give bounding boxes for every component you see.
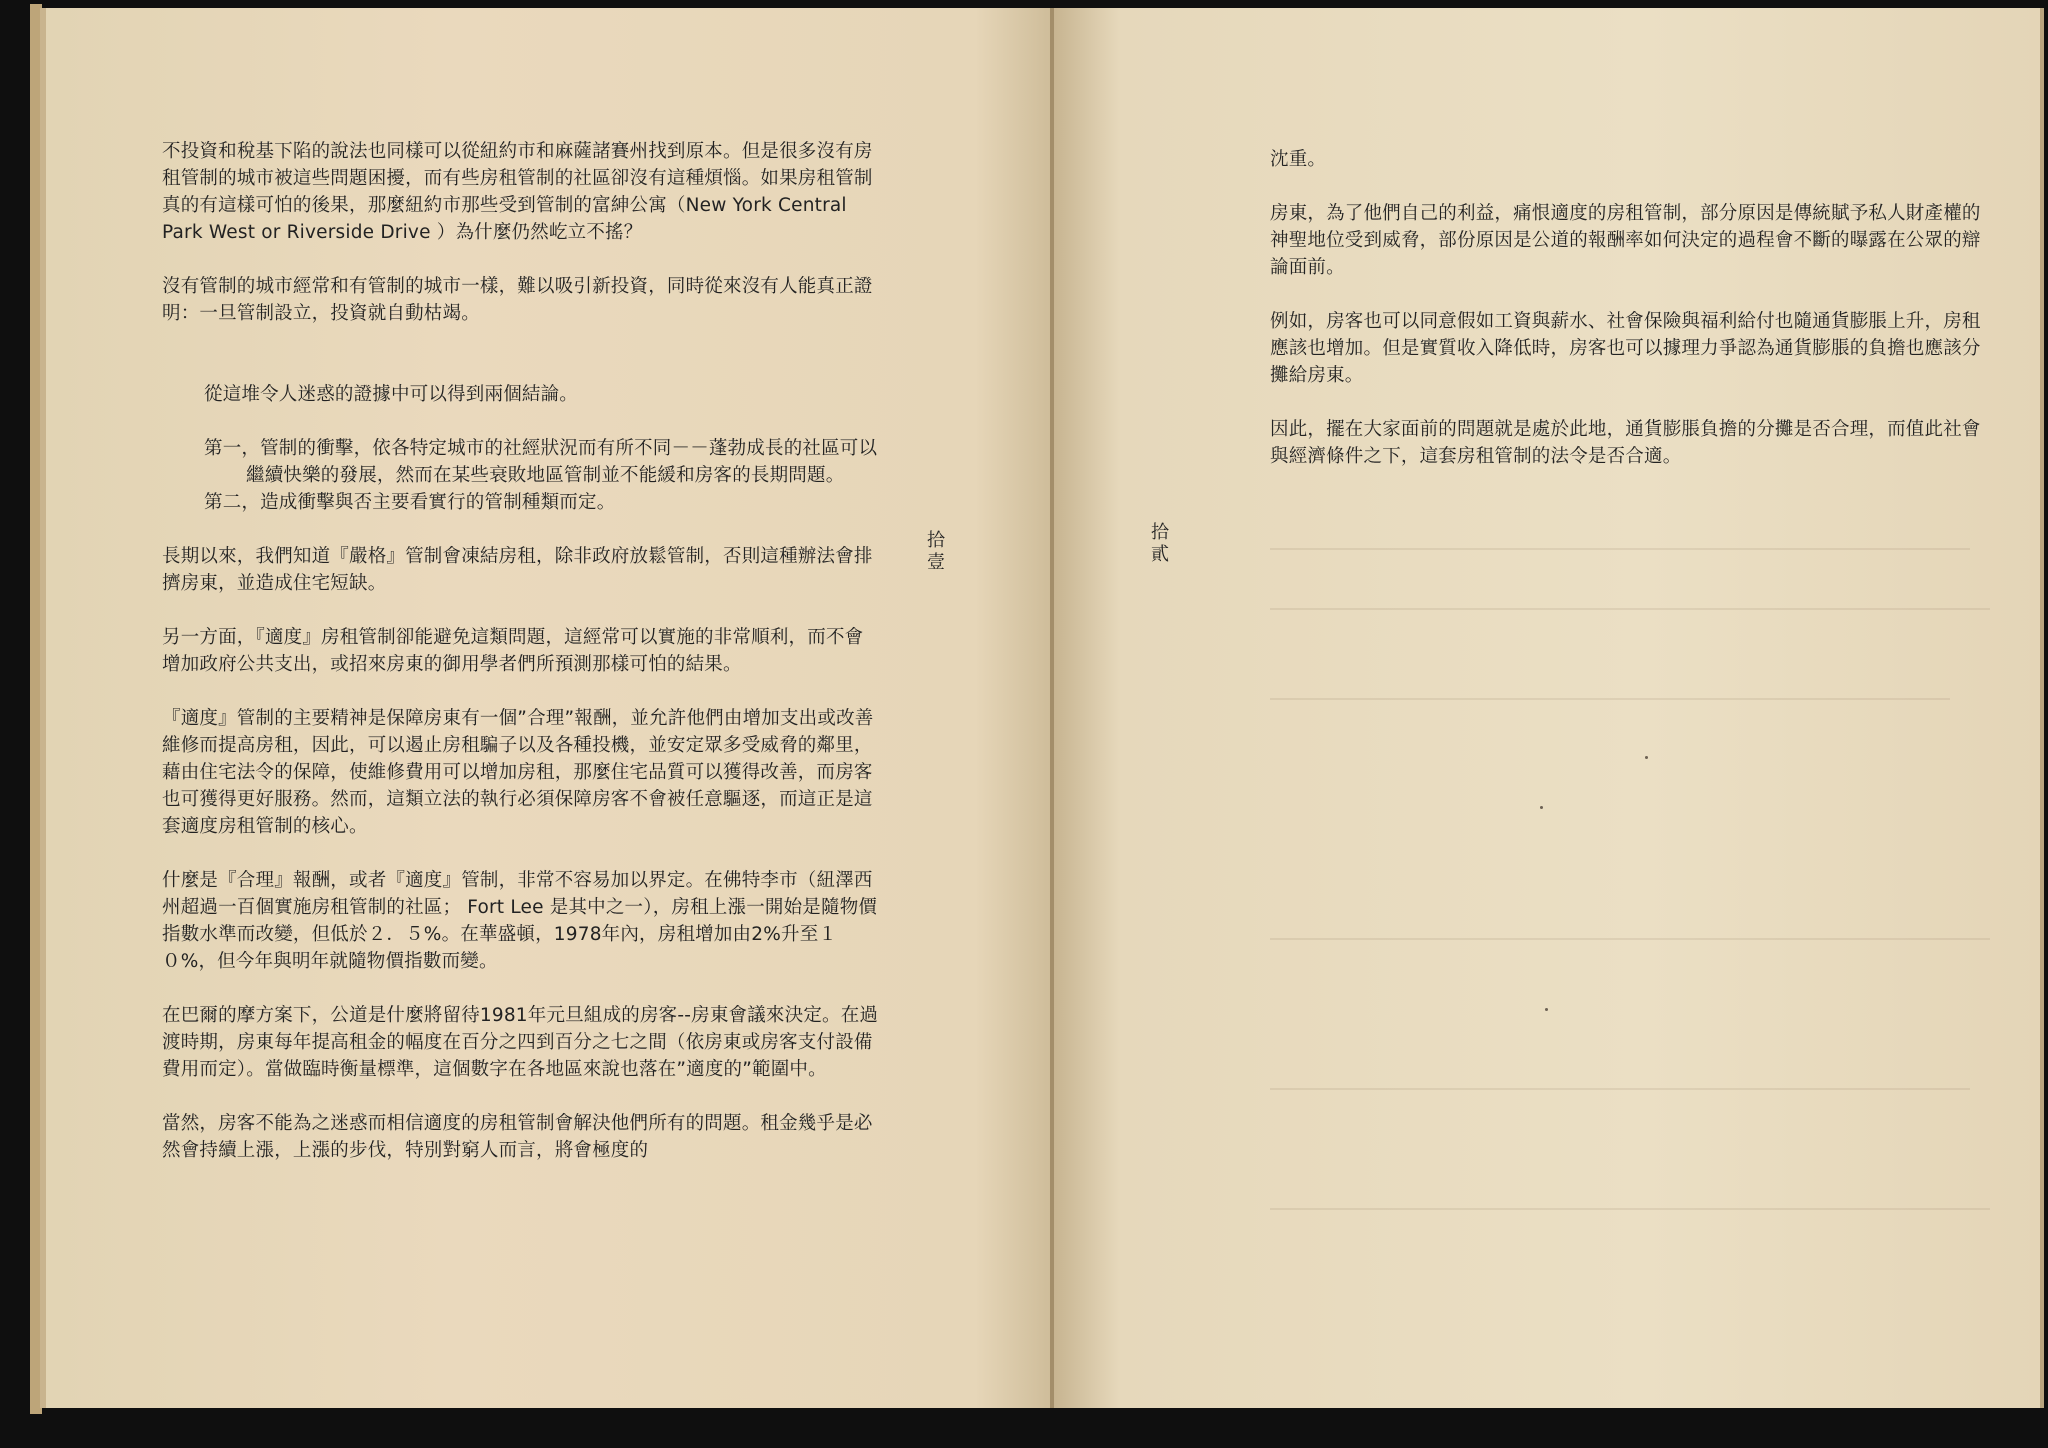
paragraph: 當然，房客不能為之迷惑而相信適度的房租管制會解決他們所有的問題。租金幾乎是必然會持續上漲，上漲的步伐，特別對窮人而言，將會極度的 [162, 1113, 873, 1161]
paragraph: 長期以來，我們知道『嚴格』管制會凍結房租，除非政府放鬆管制，否則這種辦法會排擠房東，並造成住宅短缺。 [162, 546, 873, 594]
bleed-through [1270, 698, 1950, 700]
paper-speck [1540, 806, 1543, 809]
left-page [40, 8, 1056, 1408]
paragraph: 另一方面，『適度』房租管制卻能避免這類問題，這經常可以實施的非常順利，而不會增加政府公共支出，或招來房東的御用學者們所預測那樣可怕的結果。 [162, 627, 864, 675]
conclusion-first: 第一，管制的衝擊，依各特定城市的社經狀況而有所不同－－蓬勃成長的社區可以繼續快樂的發展，然而在某些衰敗地區管制並不能緩和房客的長期問題。 [204, 438, 878, 486]
paragraph: 在巴爾的摩方案下，公道是什麼將留待1981年元旦組成的房客--房東會議來決定。在過渡時期，房東每年提高租金的幅度在百分之四到百分之七之間（依房東或房客支付設備費用而定）。當做臨時衡量標準，這個數字在各地區來說也落在”適度的”範圍中。 [162, 1005, 879, 1080]
conclusion-intro: 從這堆令人迷惑的證據中可以得到兩個結論。 [204, 384, 579, 405]
right-page-text [1270, 146, 1990, 497]
paper-speck [1645, 756, 1648, 759]
bleed-through [1270, 608, 1990, 610]
paragraph: 沒有管制的城市經常和有管制的城市一樣，難以吸引新投資，同時從來沒有人能真正證明：一旦管制設立，投資就自動枯竭。 [162, 276, 873, 324]
bleed-through [1270, 1088, 1970, 1090]
folio-char: 貳 [1151, 544, 1169, 565]
paragraph: 房東，為了他們自己的利益，痛恨適度的房租管制，部分原因是傳統賦予私人財產權的神聖地位受到威脅，部份原因是公道的報酬率如何決定的過程會不斷的曝露在公眾的辯論面前。 [1270, 203, 1981, 278]
page-number-right [1150, 522, 1170, 566]
paragraph: 例如，房客也可以同意假如工資與薪水、社會保險與福利給付也隨通貨膨脹上升，房租應該也增加。但是實質收入降低時，房客也可以據理力爭認為通貨膨脹的負擔也應該分攤給房東。 [1270, 311, 1981, 386]
page-number-left [926, 530, 946, 574]
paragraph: 沈重。 [1270, 149, 1327, 170]
bleed-through [1270, 1208, 1990, 1210]
paragraph: 什麼是『合理』報酬，或者『適度』管制，非常不容易加以界定。在佛特李市（紐澤西州超過一百個實施房租管制的社區； Fort Lee 是其中之一），房租上漲一開始是隨物價指數水準而改變，但低於２．５%。在華盛頓，1978年內，房租增加由2%升至１０%，但今年與明年就隨物價指數而變。 [162, 870, 878, 972]
conclusion-second: 第二，造成衝擊與否主要看實行的管制種類而定。 [204, 492, 616, 513]
paragraph: 因此，擺在大家面前的問題就是處於此地，通貨膨脹負擔的分攤是否合理，而值此社會與經濟條件之下，這套房租管制的法令是否合適。 [1270, 419, 1981, 467]
folio-char: 拾 [927, 530, 945, 551]
paper-speck [1545, 1008, 1548, 1011]
paragraph: 『適度』管制的主要精神是保障房東有一個”合理”報酬，並允許他們由增加支出或改善維修而提高房租，因此，可以遏止房租騙子以及各種投機，並安定眾多受威脅的鄰里，藉由住宅法令的保障，使維修費用可以增加房租，那麼住宅品質可以獲得改善，而房客也可獲得更好服務。然而，這類立法的執行必須保障房客不會被任意驅逐，而這正是這套適度房租管制的核心。 [162, 708, 874, 837]
folio-char: 壹 [927, 552, 945, 573]
folio-char: 拾 [1151, 522, 1169, 543]
left-page-text [162, 138, 880, 1191]
paragraph: 不投資和稅基下陷的說法也同樣可以從紐約市和麻薩諸賽州找到原本。但是很多沒有房租管制的城市被這些問題困擾，而有些房租管制的社區卻沒有這種煩惱。如果房租管制真的有這樣可怕的後果，那麼紐約市那些受到管制的富紳公寓（New York Central Park West or Riverside Drive ）為什麼仍然屹立不搖？ [162, 141, 873, 243]
bleed-through [1270, 548, 1970, 550]
right-page [1050, 8, 2044, 1408]
bleed-through [1270, 938, 1990, 940]
